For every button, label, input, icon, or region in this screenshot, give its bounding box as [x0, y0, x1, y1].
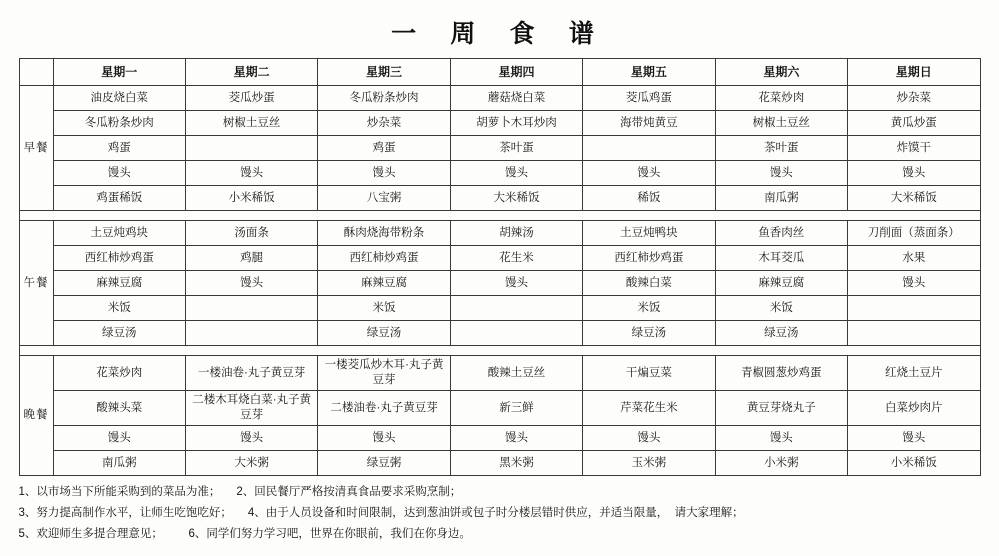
day-header-sat: 星期六	[715, 59, 847, 86]
dish-cell: 鸡蛋	[318, 136, 450, 161]
dish-cell: 馒头	[185, 426, 317, 451]
dish-cell: 米饭	[583, 296, 715, 321]
dish-cell: 馒头	[318, 426, 450, 451]
table-row	[19, 111, 980, 136]
dish-cell: 茭瓜炒蛋	[185, 86, 317, 111]
table-row	[19, 246, 980, 271]
dish-cell: 馒头	[715, 426, 847, 451]
dish-cell: 冬瓜粉条炒肉	[318, 86, 450, 111]
footer-notes	[19, 482, 981, 545]
dish-cell: 鸡腿	[185, 246, 317, 271]
dish-cell: 蘑菇烧白菜	[450, 86, 582, 111]
table-header	[19, 59, 980, 86]
dish-cell: 南瓜粥	[53, 451, 185, 476]
dish-cell: 馒头	[583, 426, 715, 451]
dish-cell: 青椒圆葱炒鸡蛋	[715, 356, 847, 391]
dish-cell: 馒头	[185, 161, 317, 186]
dish-cell: 酸辣白菜	[583, 271, 715, 296]
dish-cell: 酸辣土豆丝	[450, 356, 582, 391]
dish-cell: 馒头	[715, 161, 847, 186]
dish-cell: 海带炖黄豆	[583, 111, 715, 136]
table-row	[19, 296, 980, 321]
dish-cell: 小米稀饭	[848, 451, 980, 476]
dish-cell: 馒头	[848, 161, 980, 186]
divider-cell	[19, 211, 980, 221]
dish-cell	[848, 296, 980, 321]
dish-cell: 绿豆粥	[318, 451, 450, 476]
dish-cell	[185, 136, 317, 161]
dish-cell	[185, 321, 317, 346]
page-title: 一 周 食 谱	[391, 21, 608, 48]
table-row	[19, 391, 980, 426]
dish-cell: 馒头	[848, 426, 980, 451]
dish-cell: 鱼香肉丝	[715, 221, 847, 246]
day-header-sun: 星期日	[848, 59, 980, 86]
dish-cell: 新三鲜	[450, 391, 582, 426]
dish-cell: 小米稀饭	[185, 186, 317, 211]
dish-cell: 一楼油卷·丸子黄豆芽	[185, 356, 317, 391]
note-line-2: 3、努力提高制作水平，让师生吃饱吃好； 4、由于人员设备和时间限制，达到葱油饼或包子时分楼层错时供应，并适当限量， 请大家理解；	[18, 507, 744, 519]
dish-cell: 绿豆汤	[715, 321, 847, 346]
dish-cell: 木耳茭瓜	[715, 246, 847, 271]
section-divider	[19, 211, 980, 221]
header-row	[19, 59, 980, 86]
table-row	[19, 186, 980, 211]
table-row	[19, 451, 980, 476]
dish-cell: 红烧土豆片	[848, 356, 980, 391]
dish-cell: 麻辣豆腐	[318, 271, 450, 296]
dish-cell	[450, 296, 582, 321]
dish-cell: 油皮烧白菜	[53, 86, 185, 111]
section-divider	[19, 346, 980, 356]
day-header-wed: 星期三	[318, 59, 450, 86]
dish-cell: 土豆炖鸭块	[583, 221, 715, 246]
note-line-3: 5、欢迎师生多提合理意见； 6、同学们努力学习吧，世界在你眼前，我们在你身边。	[18, 528, 471, 540]
dish-cell: 西红柿炒鸡蛋	[318, 246, 450, 271]
dish-cell: 一楼茭瓜炒木耳·丸子黄豆芽	[318, 356, 450, 391]
dish-cell: 馒头	[450, 271, 582, 296]
dish-cell: 花生米	[450, 246, 582, 271]
dish-cell: 绿豆汤	[53, 321, 185, 346]
meal-label-breakfast: 早餐	[19, 86, 53, 211]
dish-cell: 绿豆汤	[583, 321, 715, 346]
dish-cell	[185, 296, 317, 321]
corner-cell	[19, 59, 53, 86]
dish-cell: 馒头	[583, 161, 715, 186]
dish-cell	[583, 136, 715, 161]
dish-cell: 米饭	[318, 296, 450, 321]
dish-cell: 茭瓜鸡蛋	[583, 86, 715, 111]
table-body	[19, 86, 980, 476]
dish-cell: 酸辣头菜	[53, 391, 185, 426]
dish-cell: 馒头	[53, 426, 185, 451]
weekly-menu-table	[19, 58, 981, 476]
dish-cell: 麻辣豆腐	[53, 271, 185, 296]
dish-cell: 土豆炖鸡块	[53, 221, 185, 246]
dish-cell: 胡辣汤	[450, 221, 582, 246]
dish-cell: 小米粥	[715, 451, 847, 476]
dish-cell: 芹菜花生米	[583, 391, 715, 426]
dish-cell: 二楼木耳烧白菜·丸子黄豆芽	[185, 391, 317, 426]
dish-cell: 麻辣豆腐	[715, 271, 847, 296]
dish-cell: 黄豆芽烧丸子	[715, 391, 847, 426]
dish-cell: 黑米粥	[450, 451, 582, 476]
dish-cell: 二楼油卷·丸子黄豆芽	[318, 391, 450, 426]
dish-cell: 玉米粥	[583, 451, 715, 476]
dish-cell: 米饭	[53, 296, 185, 321]
dish-cell: 树椒土豆丝	[715, 111, 847, 136]
table-row	[19, 161, 980, 186]
day-header-thu: 星期四	[450, 59, 582, 86]
dish-cell: 南瓜粥	[715, 186, 847, 211]
dish-cell: 酥肉烧海带粉条	[318, 221, 450, 246]
table-row	[19, 271, 980, 296]
table-row	[19, 136, 980, 161]
dish-cell: 冬瓜粉条炒肉	[53, 111, 185, 136]
dish-cell: 馒头	[53, 161, 185, 186]
dish-cell: 黄瓜炒蛋	[848, 111, 980, 136]
dish-cell: 炒杂菜	[848, 86, 980, 111]
dish-cell	[848, 321, 980, 346]
dish-cell: 西红柿炒鸡蛋	[583, 246, 715, 271]
table-row	[19, 356, 980, 391]
dish-cell: 干煸豆菜	[583, 356, 715, 391]
dish-cell: 馒头	[318, 161, 450, 186]
table-row	[19, 86, 980, 111]
divider-cell	[19, 346, 980, 356]
day-header-mon: 星期一	[53, 59, 185, 86]
dish-cell: 茶叶蛋	[715, 136, 847, 161]
dish-cell: 米饭	[715, 296, 847, 321]
meal-label-dinner: 晚餐	[19, 356, 53, 476]
day-header-tue: 星期二	[185, 59, 317, 86]
dish-cell: 稀饭	[583, 186, 715, 211]
table-row	[19, 426, 980, 451]
dish-cell: 汤面条	[185, 221, 317, 246]
dish-cell: 大米稀饭	[848, 186, 980, 211]
dish-cell: 鸡蛋	[53, 136, 185, 161]
dish-cell: 花菜炒肉	[715, 86, 847, 111]
dish-cell: 白菜炒肉片	[848, 391, 980, 426]
day-header-fri: 星期五	[583, 59, 715, 86]
dish-cell: 绿豆汤	[318, 321, 450, 346]
dish-cell: 馒头	[450, 426, 582, 451]
dish-cell: 炒杂菜	[318, 111, 450, 136]
dish-cell: 水果	[848, 246, 980, 271]
dish-cell: 馒头	[848, 271, 980, 296]
dish-cell: 西红柿炒鸡蛋	[53, 246, 185, 271]
dish-cell: 炸馍干	[848, 136, 980, 161]
meal-label-lunch: 午餐	[19, 221, 53, 346]
note-line-1: 1、以市场当下所能采购到的菜品为准； 2、回民餐厅严格按清真食品要求采购烹制；	[18, 486, 462, 498]
dish-cell	[450, 321, 582, 346]
dish-cell: 茶叶蛋	[450, 136, 582, 161]
table-row	[19, 221, 980, 246]
dish-cell: 八宝粥	[318, 186, 450, 211]
dish-cell: 大米稀饭	[450, 186, 582, 211]
dish-cell: 馒头	[450, 161, 582, 186]
dish-cell: 树椒土豆丝	[185, 111, 317, 136]
dish-cell: 鸡蛋稀饭	[53, 186, 185, 211]
dish-cell: 馒头	[185, 271, 317, 296]
dish-cell: 花菜炒肉	[53, 356, 185, 391]
dish-cell: 大米粥	[185, 451, 317, 476]
dish-cell: 胡萝卜木耳炒肉	[450, 111, 582, 136]
dish-cell: 刀削面（蒸面条）	[848, 221, 980, 246]
table-row	[19, 321, 980, 346]
